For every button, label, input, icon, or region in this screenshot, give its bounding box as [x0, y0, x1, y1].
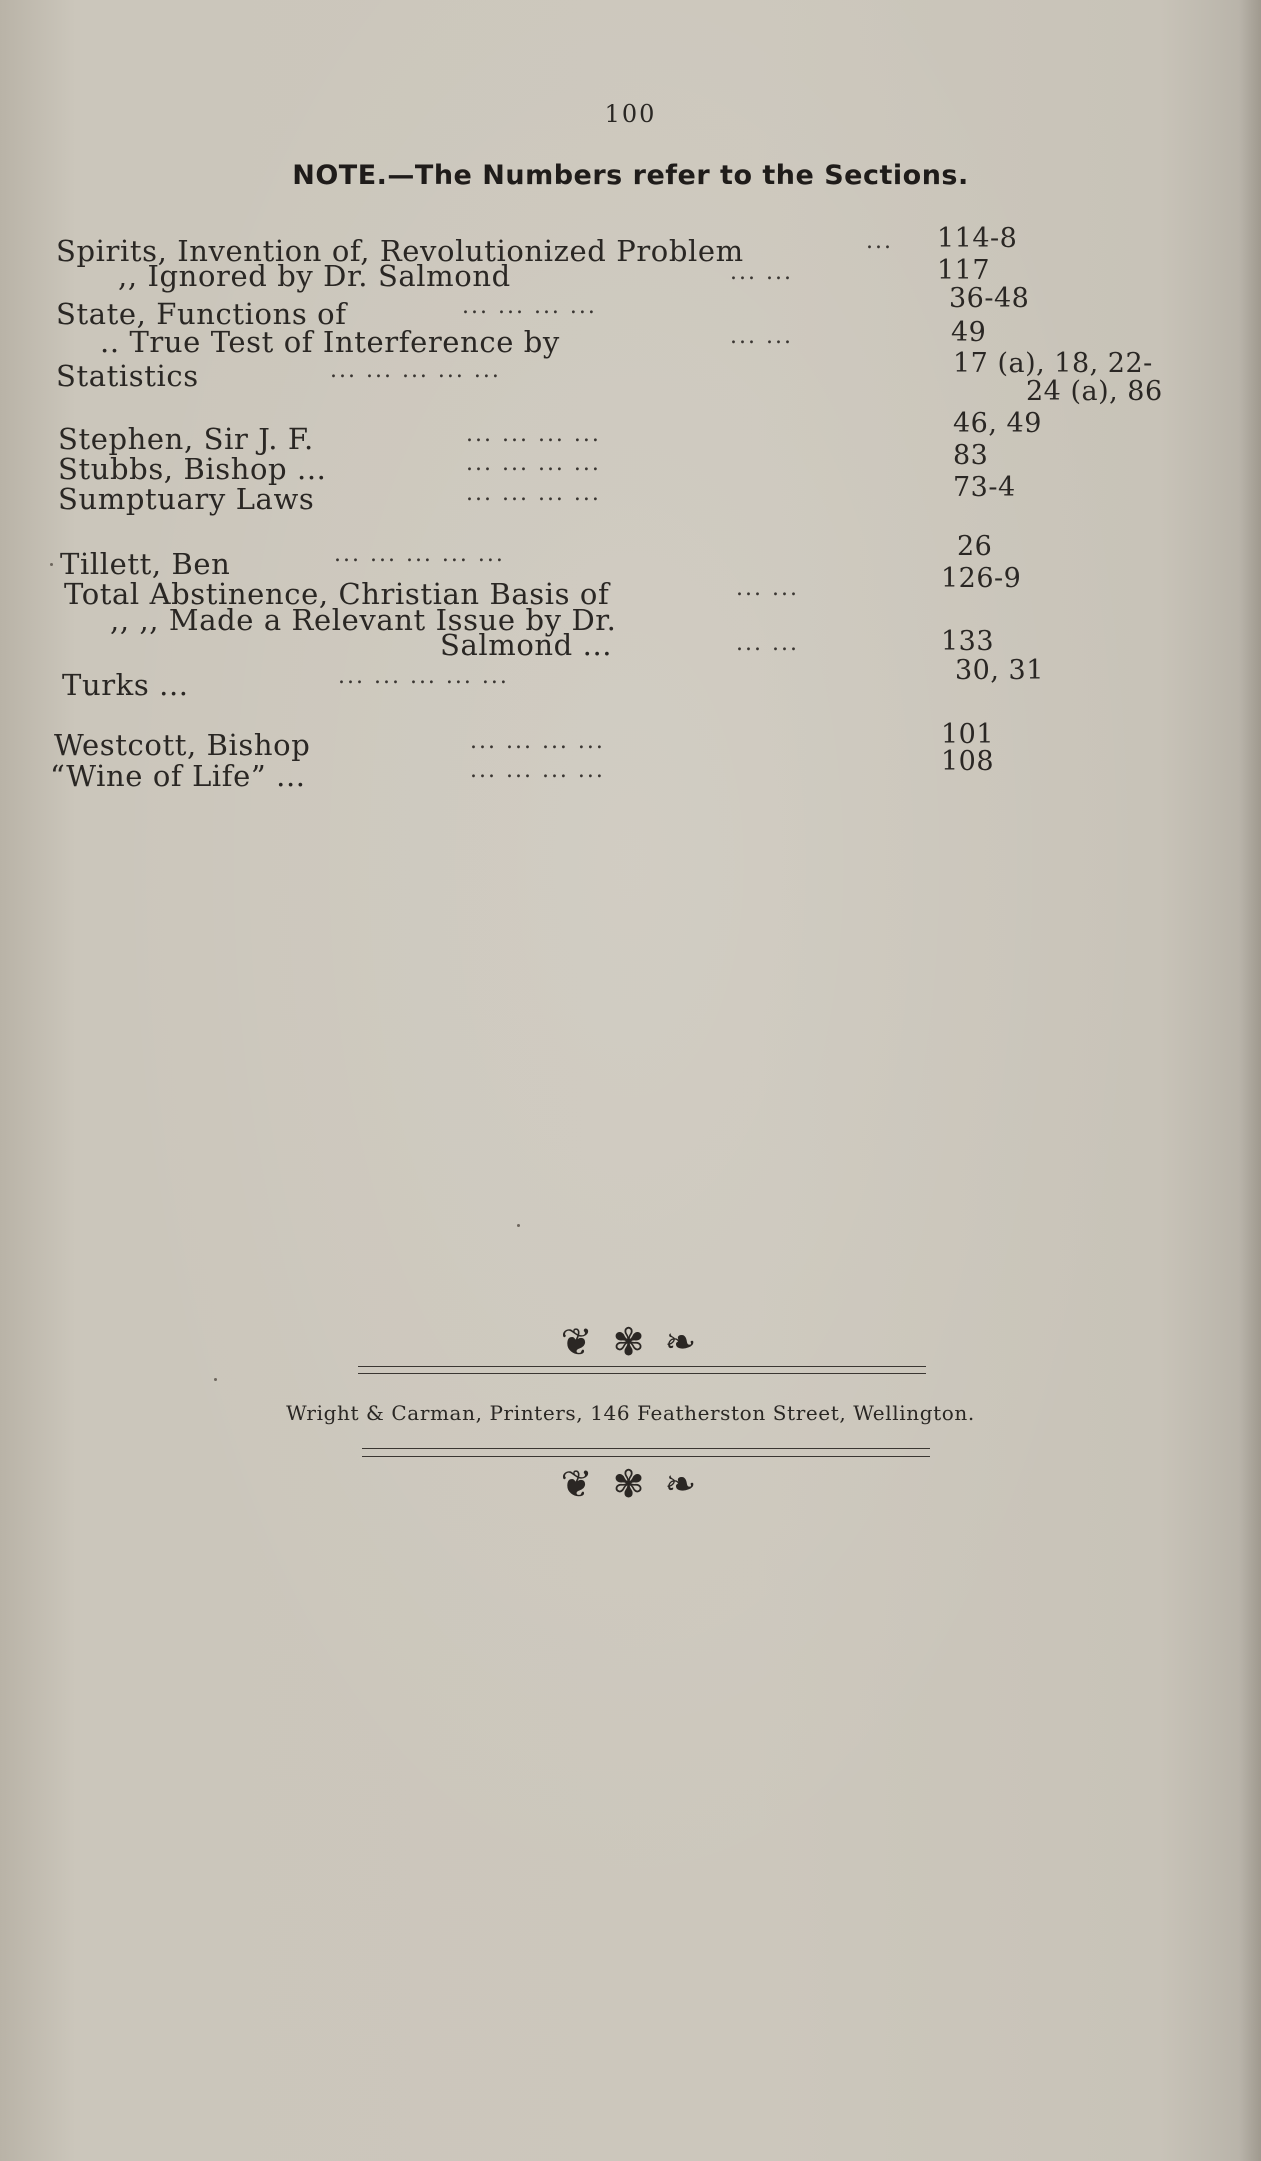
index-entry-dots: ... ... [730, 324, 793, 349]
index-entry-ref: 49 [951, 317, 987, 348]
index-entry-ref: 126-9 [941, 563, 1022, 594]
index-entry-text: Sumptuary Laws [58, 482, 315, 516]
index-entry-ref: 114-8 [937, 223, 1018, 254]
index-entry-ref: 117 [937, 255, 991, 286]
ornament-bottom: ❦ ✾ ❧ [560, 1462, 701, 1506]
index-entry-dots: ... ... [730, 260, 793, 285]
index-entry-text: Stephen, Sir J. F. [58, 422, 314, 456]
index-entry-ref-continued: 24 (a), 86 [1026, 376, 1163, 407]
index-entry-ref: 26 [957, 531, 993, 562]
index-entry-text: Turks ... [62, 668, 189, 702]
paper-speck [517, 1224, 520, 1227]
index-entry-ref: 108 [941, 746, 995, 777]
rule-line [358, 1366, 926, 1367]
index-entry-ref: 83 [953, 440, 989, 471]
index-entry-text: State, Functions of [56, 297, 347, 331]
index-entry-ref: 73-4 [953, 472, 1016, 503]
index-entry-ref: 46, 49 [953, 408, 1042, 439]
index-entry-text: Salmond ... [440, 628, 613, 662]
index-entry-dots: ... ... [736, 631, 799, 656]
paper-speck [214, 1378, 217, 1381]
index-entry-dots: ... ... ... ... ... [330, 358, 501, 383]
rule-line [362, 1456, 930, 1457]
index-entry-dots: ... ... ... ... [470, 729, 605, 754]
note-heading: NOTE.—The Numbers refer to the Sections. [292, 160, 969, 191]
index-entry-dots: ... ... ... ... ... [334, 542, 505, 567]
index-entry-dots: ... ... ... ... [466, 451, 601, 476]
index-entry-dots: ... ... ... ... [466, 422, 601, 447]
index-entry-text: ,, Ignored by Dr. Salmond [118, 259, 511, 293]
index-entry-text: ,, ,, Made a Relevant Issue by Dr. [110, 603, 617, 637]
index-entry-ref: 36-48 [949, 283, 1030, 314]
index-entry-dots: ... ... ... ... ... [338, 664, 509, 689]
printer-imprint: Wright & Carman, Printers, 146 Featherston Street, Wellington. [286, 1401, 975, 1425]
index-entry-text: “Wine of Life” ... [50, 759, 306, 793]
index-entry-ref: 133 [941, 626, 995, 657]
index-entry-text: Spirits, Invention of, Revolutionized Problem [56, 234, 744, 268]
index-entry-text: .. True Test of Interference by [100, 325, 560, 359]
index-entry-dots: ... ... ... ... [470, 758, 605, 783]
index-entry-ref: 101 [941, 719, 995, 750]
index-entry-text: Tillett, Ben [60, 547, 231, 581]
page-number: 100 [604, 100, 657, 128]
index-entry-text: Stubbs, Bishop ... [58, 452, 327, 486]
index-entry-text: Statistics [56, 359, 199, 393]
rule-line [362, 1448, 930, 1449]
index-entry-dots: ... ... [736, 576, 799, 601]
index-entry-dots: ... [866, 229, 893, 254]
ornament-top: ❦ ✾ ❧ [560, 1320, 701, 1364]
index-entry-dots: ... ... ... ... [466, 481, 601, 506]
index-entry-ref: 17 (a), 18, 22- [953, 348, 1153, 379]
index-entry-dots: ... ... ... ... [462, 294, 597, 319]
paper-speck [50, 563, 53, 566]
index-entry-ref: 30, 31 [955, 655, 1044, 686]
rule-line [358, 1373, 926, 1374]
index-entry-text: Total Abstinence, Christian Basis of [64, 577, 610, 611]
page-edge-shadow [1239, 0, 1261, 2161]
index-entry-text: Westcott, Bishop [54, 728, 311, 762]
